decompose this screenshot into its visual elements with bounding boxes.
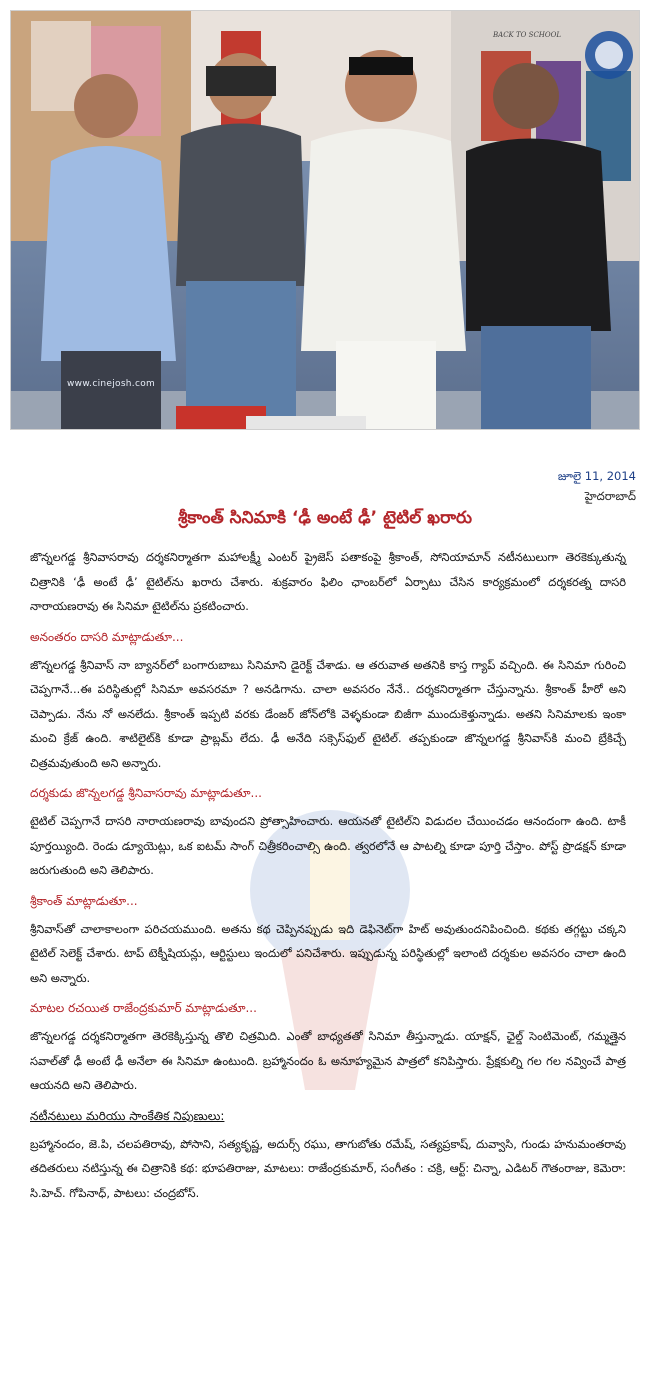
article-meta [558, 466, 636, 506]
section-heading-credits: నటీనటులు మరియు సాంకేతిక నిపుణులు: [30, 1108, 225, 1123]
section-body-srikanth: శ్రీనివాస్‌తో చాలాకాలంగా పరిచయముంది. అతను కథ చెప్పినప్పుడు ఇది డెఫినెట్‌గా హిట్ అవుతుందనిపించింది. కథకు తగ్గట్టు చక్కని టైటిల్ సెలెక్ట్ చేశారు. టాప్ టెక్నీషియన్లు, ఆర్టిస్టులు ఇందులో పనిచేశారు. ఇప్పుడున్న పరిస్థితుల్లో ఇలాంటి దర్శకుల అవసరం చాలా ఉంది అని అన్నారు. [30, 921, 626, 985]
article-body [30, 545, 626, 1205]
article-headline: శ్రీకాంత్ సినిమాకి ‘ఢీ అంటే ఢీ’ టైటిల్ ఖరారు [177, 508, 472, 528]
section-heading-dasari: అనంతరం దాసరి మాట్లాడుతూ... [30, 629, 184, 644]
person-3 [301, 129, 466, 352]
section-body-writer: జొన్నలగడ్డ దర్శకనిర్మాతగా తెరకెక్కిస్తున్న తొలి చిత్రమిది. ఎంతో బాధ్యతతో సినిమా తీస్తున్నాడు. యాక్షన్, ఛైల్డ్ సెంటిమెంట్, గమ్మత్తైన సవాల్‌తో ఢీ అంటే ఢీ అనేలా ఈ సినిమా ఉంటుంది. బ్రహ్మానందం ఓ అనూహ్యమైన పాత్రలో కనిపిస్తారు. ప్రేక్షకుల్ని గల గల నవ్వించే పాత్ర ఆయనది అని తెలిపారు. [30, 1029, 626, 1092]
person-2 [176, 124, 306, 287]
section-body-director: టైటిల్ చెప్పగానే దాసరి నారాయణరావు బావుందని ప్రోత్సాహించారు. ఆయనతో టైటిల్‌ని విడుదల చేయించడం ఆనందంగా ఉంది. టాకీ పూర్తయ్యింది. రెండు డ్యూయెట్లు, ఒక ఐటమ్ సాంగ్ చిత్రీకరించాల్సి ఉంది. త్వరలోనే ఆ పాటల్ని కూడా పూర్తి చేస్తాం. పోస్ట్ ప్రొడక్షన్ కూడా జరుగుతుంది అని తెలిపారు. [30, 814, 626, 877]
person-1 [41, 146, 176, 361]
photo-watermark: www.cinejosh.com [67, 379, 156, 389]
section-heading-director: దర్శకుడు జొన్నలగడ్డ శ్రీనివాసరావు మాట్లాడుతూ... [30, 786, 262, 800]
article-city: హైదరాబాద్ [584, 489, 636, 503]
event-photo-illustration [11, 11, 640, 430]
section-body-dasari: జొన్నలగడ్డ శ్రీనివాస్ నా బ్యానర్‌లో బంగారుబాబు సినిమాని డైరెక్ట్ చేశాడు. ఆ తరువాత అతనికి కాస్త గ్యాప్ వచ్చింది. ఈ సినిమా గురించి చెప్పగానే...ఈ పరిస్థితుల్లో సినిమా అవసరమా ? అనడిగాను. చాలా అవసరం నేనే.. దర్శకనిర్మాతగా చేస్తున్నాను. శ్రీకాంత్ హీరో అని చెప్పాడు. నేను నో అనలేదు. శ్రీకాంత్ ఇప్పటి వరకు డేంజర్ జోన్‌లోకి వెళ్ళకుండా బిజీగా ముందుకెళ్తున్నాడు. అతని సినిమాలకు ఇంకా మంచి క్రేజ్ ఉంది. శాటిలైట్‌కి కూడా ప్రాబ్లమ్ లేదు. ఢీ అనేది సక్సెస్‌ఫుల్ టైటిల్. తప్పకుండా జొన్నలగడ్డ శ్రీనివాస్‌కి మంచి బ్రేకిచ్చే చిత్రమవుతుంది అని అన్నారు. [30, 657, 626, 770]
event-photo [10, 10, 640, 430]
section-body-credits: బ్రహ్మానందం, జె.పి, చలపతిరావు, పోసాని, సత్యకృష్ణ, అదుర్స్ రఘు, తాగుబోతు రమేష్, సత్యప్రకాష్, దువ్వాసి, గుండు హనుమంతరావు తదితరులు నటిస్తున్న ఈ చిత్రానికి కథ: భూపతిరాజు, మాటలు: రాజేంద్రకుమార్, సంగీతం : చక్రి, ఆర్ట్: చిన్నా, ఎడిటర్ గౌతంరాజు, కెమెరా: సి.హెచ్. గోపినాధ్, పాటలు: చంద్రబోస్. [30, 1136, 626, 1200]
article-date: జూలై 11, 2014 [557, 469, 636, 483]
person-4 [466, 139, 611, 332]
section-heading-writer: మాటల రచయిత రాజేంద్రకుమార్ మాట్లాడుతూ... [30, 1001, 257, 1015]
section-heading-srikanth: శ్రీకాంత్ మాట్లాడుతూ... [30, 893, 138, 908]
article-intro: జొన్నలగడ్డ శ్రీనివాసరావు దర్శకనిర్మాతగా మహాలక్ష్మీ ఎంటర్ ప్రైజెస్ పతాకంపై శ్రీకాంత్, సోనియామాన్ నటీనటులుగా తెరకెక్కుతున్న చిత్రానికి ‘ఢీ అంటే ఢీ’ టైటిల్‌ను ఖరారు చేశారు. శుక్రవారం ఫిలిం ఛాంబర్‌లో ఏర్పాటు చేసిన కార్యక్రమంలో దర్శకరత్న దాసరి నారాయణరావు ఈ సినిమా టైటిల్‌ను ప్రకటించారు. [30, 550, 626, 613]
poster-caption: BACK TO SCHOOL [493, 31, 562, 39]
